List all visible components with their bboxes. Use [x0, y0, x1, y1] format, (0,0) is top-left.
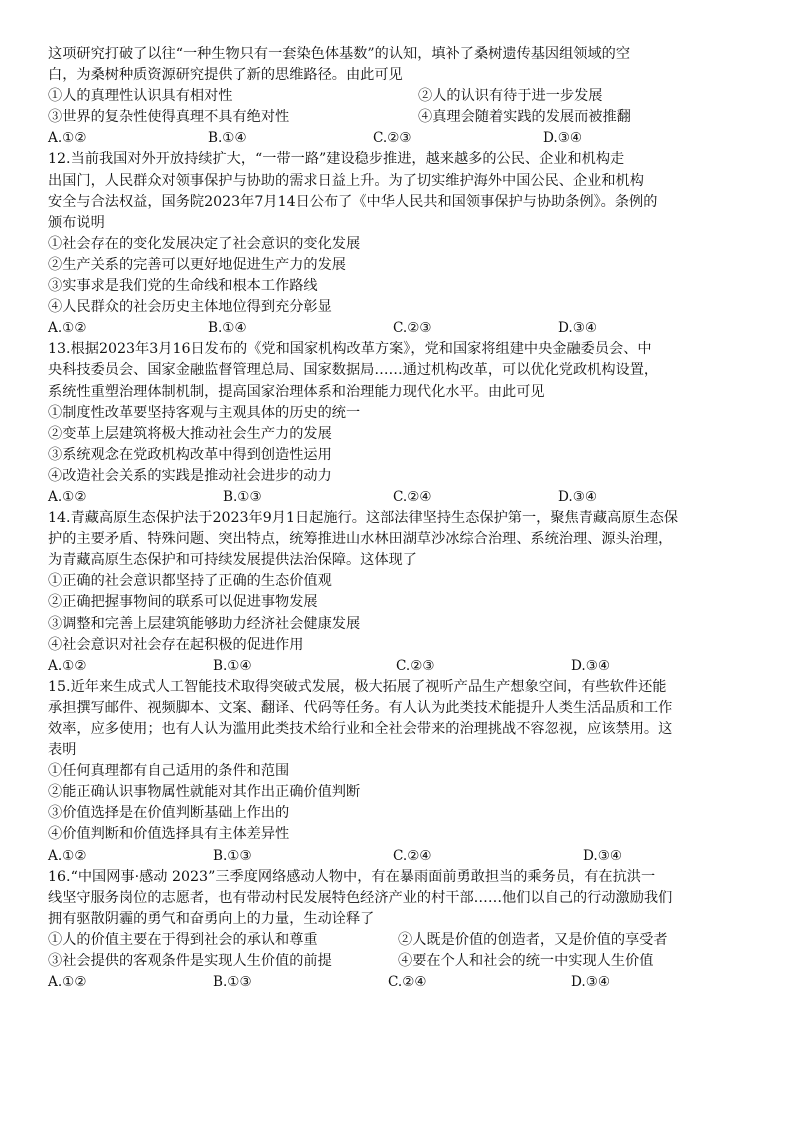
option-2: ②能正确认识事物属性就能对其作出正确价值判断 — [48, 784, 361, 801]
question-text-line: 安全与合法权益，国务院2023年7月14日公布了《中华人民共和国领事保护与协助条例》。条例的 — [48, 193, 658, 210]
option-3: ③世界的复杂性使得真理不具有绝对性 — [48, 109, 290, 126]
option-3: ③实事求是我们党的生命线和根本工作路线 — [48, 278, 318, 295]
answer-choices — [48, 318, 760, 339]
option-row — [48, 930, 760, 951]
answer-d: D.③④ — [558, 320, 598, 337]
question-text-line: 为青藏高原生态保护和可持续发展提供法治保障。这体现了 — [48, 552, 417, 569]
option-4: ④人民群众的社会历史主体地位得到充分彰显 — [48, 299, 332, 316]
option-1: ①人的真理性认识具有相对性 — [48, 88, 233, 105]
option-4: ④价值判断和价值选择具有主体差异性 — [48, 826, 290, 843]
answer-c: C.②④ — [388, 974, 427, 991]
option-4: ④真理会随着实践的发展而被推翻 — [418, 109, 631, 126]
option-3: ③系统观念在党政机构改革中得到创造性运用 — [48, 446, 332, 463]
option-4: ④社会意识对社会存在起积极的促进作用 — [48, 636, 304, 653]
answer-choices — [48, 972, 760, 993]
option-3: ③价值选择是在价值判断基础上作出的 — [48, 805, 290, 822]
answer-c: C.②④ — [393, 488, 432, 505]
question-text-line: 12.当前我国对外开放持续扩大，“一带一路”建设稳步推进，越来越多的公民、企业和机构走 — [48, 151, 625, 168]
question-text-line: 表明 — [48, 742, 77, 759]
option-2: ②变革上层建筑将极大推动社会生产力的发展 — [48, 425, 332, 442]
question-text-line: 14.青藏高原生态保护法于2023年9月1日起施行。这部法律坚持生态保护第一，聚焦青藏高原生态保 — [48, 510, 679, 527]
option-3: ③社会提供的客观条件是实现人生价值的前提 — [48, 953, 332, 970]
option-3: ③调整和完善上层建筑能够助力经济社会健康发展 — [48, 615, 361, 632]
answer-b: B.①④ — [213, 657, 252, 674]
question-text-line: 拥有驱散阴霾的勇气和奋勇向上的力量，生动诠释了 — [48, 910, 375, 927]
question-text-line: 承担撰写邮件、视频脚本、文案、翻译、代码等任务。有人认为此类技术能提升人类生活品质和工作 — [48, 699, 673, 716]
question-text-line: 这项研究打破了以往“一种生物只有一套染色体基数”的认知，填补了桑树遗传基因组领域的空 — [48, 46, 631, 62]
question-text-line: 效率，应多使用；也有人认为滥用此类技术给行业和全社会带来的治理挑战不容忽视，应该禁用。这 — [48, 721, 673, 737]
answer-d: D.③④ — [571, 974, 611, 991]
answer-a: A.①② — [48, 320, 87, 337]
answer-c: C.②④ — [393, 847, 432, 864]
question-13 — [48, 339, 760, 508]
answer-a: A.①② — [48, 974, 87, 991]
answer-c: C.②③ — [393, 320, 432, 337]
question-text-line: 白，为桑树种质资源研究提供了新的思维路径。由此可见 — [48, 67, 403, 84]
option-2: ②生产关系的完善可以更好地促进生产力的发展 — [48, 256, 346, 273]
answer-d: D.③④ — [583, 847, 623, 864]
question-11 — [48, 44, 760, 149]
answer-d: D.③④ — [543, 130, 583, 147]
question-15 — [48, 677, 760, 867]
answer-choices — [48, 656, 760, 677]
answer-a: A.①② — [48, 488, 87, 505]
question-text-line: 系统性重塑治理体制机制，提高国家治理体系和治理能力现代化水平。由此可见 — [48, 383, 545, 400]
answer-a: A.①② — [48, 130, 87, 147]
question-text-line: 颁布说明 — [48, 214, 105, 231]
answer-b: B.①③ — [223, 488, 262, 505]
option-1: ①人的价值主要在于得到社会的承认和尊重 — [48, 931, 318, 948]
answer-c: C.②③ — [373, 130, 412, 147]
option-1: ①任何真理都有自己适用的条件和范围 — [48, 763, 290, 780]
question-text-line: 15.近年来生成式人工智能技术取得突破式发展，极大拓展了视听产品生产想象空间，有些软件还能 — [48, 678, 667, 695]
answer-b: B.①③ — [213, 847, 252, 864]
answer-b: B.①④ — [208, 130, 247, 147]
question-text-line: 护的主要矛盾、特殊问题、突出特点，统筹推进山水林田湖草沙冰综合治理、系统治理、源头治理， — [48, 531, 673, 548]
option-2: ②人的认识有待于进一步发展 — [418, 88, 603, 105]
question-text-line: 出国门，人民群众对领事保护与协助的需求日益上升。为了切实维护海外中国公民、企业和机构 — [48, 172, 644, 189]
answer-b: B.①④ — [208, 320, 247, 337]
option-1: ①正确的社会意识都坚持了正确的生态价值观 — [48, 573, 332, 590]
option-row — [48, 107, 760, 128]
option-2: ②人既是价值的创造者，又是价值的享受者 — [398, 931, 668, 948]
question-text-line: 13.根据2023年3月16日发布的《党和国家机构改革方案》，党和国家将组建中央金融委员会、中 — [48, 341, 652, 358]
answer-choices — [48, 487, 760, 508]
option-4: ④改造社会关系的实践是推动社会进步的动力 — [48, 467, 332, 484]
question-16 — [48, 867, 760, 994]
answer-c: C.②③ — [396, 657, 435, 674]
answer-choices — [48, 846, 760, 867]
option-2: ②正确把握事物间的联系可以促进事物发展 — [48, 594, 318, 611]
option-1: ①制度性改革要坚持客观与主观具体的历史的统一 — [48, 404, 361, 421]
question-text-line: 央科技委员会、国家金融监督管理总局、国家数据局……通过机构改革，可以优化党政机构设置， — [48, 362, 659, 379]
option-4: ④要在个人和社会的统一中实现人生价值 — [398, 953, 654, 970]
answer-d: D.③④ — [558, 488, 598, 505]
option-1: ①社会存在的变化发展决定了社会意识的变化发展 — [48, 235, 361, 252]
answer-a: A.①② — [48, 847, 87, 864]
question-text-line: 16.“中国网事·感动 2023”三季度网络感动人物中，有在暴雨面前勇敢担当的乘务员，有在抗洪一 — [48, 868, 656, 885]
exam-page — [48, 44, 760, 993]
question-14 — [48, 508, 760, 677]
answer-b: B.①③ — [213, 974, 252, 991]
question-12 — [48, 149, 760, 339]
answer-a: A.①② — [48, 657, 87, 674]
question-text-line: 线坚守服务岗位的志愿者，也有带动村民发展特色经济产业的村干部……他们以自己的行动激励我们 — [48, 889, 673, 906]
option-row — [48, 86, 760, 107]
option-row — [48, 951, 760, 972]
answer-d: D.③④ — [571, 657, 611, 674]
answer-choices — [48, 128, 760, 149]
